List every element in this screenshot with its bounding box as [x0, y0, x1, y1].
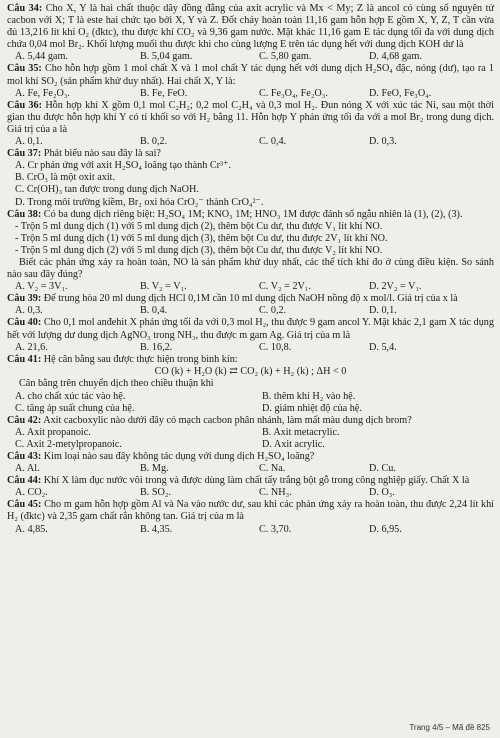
question-number: Câu 43: [7, 450, 42, 462]
question-35 [7, 63, 494, 87]
option-c: C. tăng áp suất chung của hệ. [15, 402, 135, 414]
option-d: D. Cu. [369, 463, 396, 475]
option-b: B. Fe, FeO. [140, 87, 188, 99]
option-d: D. Trong môi trường kiềm, Br₂ oxi hóa CrO₂⁻ thành CrO₄²⁻. [15, 196, 264, 208]
option-a: A. Al. [15, 463, 40, 475]
option-a: A. cho chất xúc tác vào hệ. [15, 390, 126, 402]
option-c: C. Na. [259, 463, 286, 475]
option-c: C. Axit 2-metylpropanoic. [15, 438, 122, 450]
question-number: Câu 38: [7, 208, 42, 220]
question-41-prompt: Cân bằng trên chuyển dịch theo chiều thuận khi [19, 378, 214, 390]
option-d: D. 0,1. [369, 305, 397, 317]
question-41 [7, 354, 494, 366]
option-a: A. Fe, Fe₂O₃. [15, 87, 70, 99]
question-number: Câu 40: [7, 317, 42, 329]
option-a: A. Cr phản ứng với axit H₂SO₄ loãng tạo thành Cr³⁺. [15, 160, 232, 172]
option-b: B. 5,04 gam. [140, 51, 193, 63]
question-text: Để trung hòa 20 ml dung dịch HCl 0,1M cần 10 ml dung dịch NaOH nồng độ x mol/l. Giá trị của x là [43, 293, 458, 305]
question-44 [7, 475, 494, 487]
option-b: B. Axit metacrylic. [262, 426, 340, 438]
experiment-line: - Trộn 5 ml dung dịch (1) với 5 ml dung dịch (3), thêm bột Cu dư, thu được 2V₁ lít khí NO. [15, 232, 388, 244]
option-d: D. 0,3. [369, 136, 397, 148]
question-39 [7, 293, 494, 305]
question-43 [7, 451, 494, 463]
option-b: B. SO₂. [140, 487, 172, 499]
option-a: A. 21,6. [15, 341, 48, 353]
options-38 [7, 281, 494, 293]
option-d: D. 6,95. [369, 523, 402, 535]
options-43 [7, 463, 494, 475]
option-a: A. 4,85. [15, 523, 48, 535]
question-37 [7, 148, 494, 160]
option-b: B. V₂ = V₁. [140, 281, 187, 293]
option-b: B. 16,2. [140, 341, 173, 353]
question-text: Phát biểu nào sau đây là sai? [43, 148, 161, 160]
question-text: Axit cacboxylic nào dưới đây có mạch cacbon phân nhánh, làm mất màu dung dịch brom? [43, 414, 412, 426]
question-text: Hệ cân bằng sau được thực hiện trong bình kín: [43, 353, 238, 365]
option-c: C. Fe₃O₄, Fe₂O₃. [259, 87, 328, 99]
question-45 [7, 499, 494, 523]
options-45 [7, 524, 494, 536]
option-d: D. giảm nhiệt độ của hệ. [262, 402, 362, 414]
question-text: Hỗn hợp khí X gồm 0,1 mol C₂H₂; 0,2 mol C₂H₄ và 0,3 mol H₂. Đun nóng X với xúc tác Ni, sau một thời gian thu được hỗn hợp khí Y có tỉ khối so với H₂ bằng 11. Hỗn hợp Y phản ứng tối đa với a mol Br₂ trong dung dịch. Giá trị của a là [7, 99, 494, 135]
option-a: A. 5,44 gam. [15, 51, 68, 63]
option-a: A. 0,1. [15, 136, 43, 148]
question-number: Câu 36: [7, 99, 43, 111]
option-d: D. O₃. [369, 487, 395, 499]
option-c: C. 10,8. [259, 341, 292, 353]
option-b: B. 0,2. [140, 136, 168, 148]
options-42-row1 [7, 427, 494, 439]
option-c: C. Cr(OH)₃ tan được trong dung dịch NaOH. [15, 184, 199, 196]
option-c: C. 5,80 gam. [259, 51, 312, 63]
option-a: A. CO₂. [15, 487, 48, 499]
question-number: Câu 44: [7, 475, 42, 487]
page-footer: Trang 4/5 – Mã đề 825 [409, 723, 490, 732]
option-c: C. 0,4. [259, 136, 287, 148]
question-number: Câu 41: [7, 353, 42, 365]
option-b: B. 4,35. [140, 523, 173, 535]
options-39 [7, 305, 494, 317]
option-c: C. NH₃. [259, 487, 292, 499]
question-number: Câu 37: [7, 148, 42, 160]
question-text: Cho X, Y là hai chất thuộc dãy đồng đẳng của axit acrylic và Mx < My; Z là ancol có cùng số nguyên tử cacbon với X; T là este hai chức tạo bởi X, Y và Z. Đốt cháy hoàn toàn 11,16 gam hỗn hợp E gồm X, Y, Z, T cần vừa đủ 13,216 lít khí O₂ (đktc), thu được khí CO₂ và 9,36 gam nước. Mặt khác 11,16 gam E tác dụng tối đa với dung dịch chứa 0,04 mol Br₂. Khối lượng muối thu được khi cho cùng lượng E trên tác dụng hết với dung dịch KOH dư là [7, 3, 495, 51]
options-40 [7, 342, 494, 354]
question-text: Cho m gam hỗn hợp gồm Al và Na vào nước dư, sau khi các phản ứng xảy ra hoàn toàn, thu được 2,24 lít khí H₂ (đktc) và 2,35 gam chất rắn không tan. Giá trị của m là [7, 499, 495, 523]
option-c: C. 0,2. [259, 305, 287, 317]
question-34 [7, 3, 494, 51]
question-text: Có ba dung dịch riêng biệt: H₂SO₄ 1M; KNO₃ 1M; HNO₃ 1M được đánh số ngẫu nhiên là (1), (2), (3). [43, 208, 463, 220]
question-number: Câu 35: [7, 63, 42, 75]
question-number: Câu 45: [7, 499, 42, 511]
option-b: B. Mg. [140, 463, 169, 475]
option-d: D. FeO, Fe₃O₄. [369, 87, 432, 99]
question-text: Cho hỗn hợp gồm 1 mol chất X và 1 mol chất Y tác dụng hết với dung dịch H₂SO₄ đặc, nóng (dư), tạo ra 1 mol khí SO₂ (sản phẩm khử duy nhất). Hai chất X, Y là: [7, 63, 494, 87]
question-number: Câu 34: [7, 3, 43, 14]
experiment-line: - Trộn 5 ml dung dịch (1) với 5 ml dung dịch (2), thêm bột Cu dư, thu được V₁ lít khí NO. [15, 220, 383, 232]
option-d: D. 4,68 gam. [369, 51, 422, 63]
options-35 [7, 88, 494, 100]
options-34 [7, 51, 494, 63]
question-42 [7, 415, 494, 427]
question-38-note: Biết các phản ứng xảy ra hoàn toàn, NO là sản phẩm khử duy nhất, các thể tích khí đo ở cùng điều kiện. So sánh nào sau đây đúng? [7, 256, 494, 281]
question-text: Kim loại nào sau đây không tác dụng với dung dịch H₂SO₄ loãng? [43, 450, 315, 462]
experiment-line: - Trộn 5 ml dung dịch (2) với 5 ml dung dịch (3), thêm bột Cu dư, thu được V₂ lít khí NO. [15, 244, 383, 256]
question-number: Câu 39: [7, 293, 42, 305]
options-41-row1 [7, 391, 494, 403]
question-36 [7, 100, 494, 136]
option-b: B. 0,4. [140, 305, 168, 317]
option-b: B. thêm khí H₂ vào hệ. [262, 390, 356, 402]
question-text: Cho 0,1 mol anđehit X phản ứng tối đa với 0,3 mol H₂, thu được 9 gam ancol Y. Mặt khác 2,1 gam X tác dụng hết với lượng dư dung dịch AgNO₃ trong NH₃, thu được m gam Ag. Giá trị của m là [7, 317, 494, 341]
options-36 [7, 136, 494, 148]
question-text: Khí X làm đục nước vôi trong và được dùng làm chất tẩy trắng bột gỗ trong công nghiệp giấy. Chất X là [43, 475, 470, 487]
options-44 [7, 487, 494, 499]
question-40 [7, 317, 494, 341]
option-c: C. V₂ = 2V₁. [259, 281, 312, 293]
options-41-row2 [7, 403, 494, 415]
equilibrium-equation: CO (k) + H₂O (k) ⇄ CO₂ (k) + H₂ (k) ; ΔH < 0 [154, 365, 347, 377]
option-b: B. CrO₃ là một oxit axit. [15, 172, 116, 184]
option-d: D. Axit acrylic. [262, 438, 325, 450]
option-d: D. 5,4. [369, 341, 397, 353]
option-a: A. 0,3. [15, 305, 43, 317]
question-38 [7, 209, 494, 221]
option-a: A. V₂ = 3V₁. [15, 281, 68, 293]
options-42-row2 [7, 439, 494, 451]
option-d: D. 2V₂ = V₁. [369, 281, 422, 293]
question-number: Câu 42: [7, 414, 42, 426]
option-c: C. 3,70. [259, 523, 292, 535]
option-a: A. Axit propanoic. [15, 426, 91, 438]
